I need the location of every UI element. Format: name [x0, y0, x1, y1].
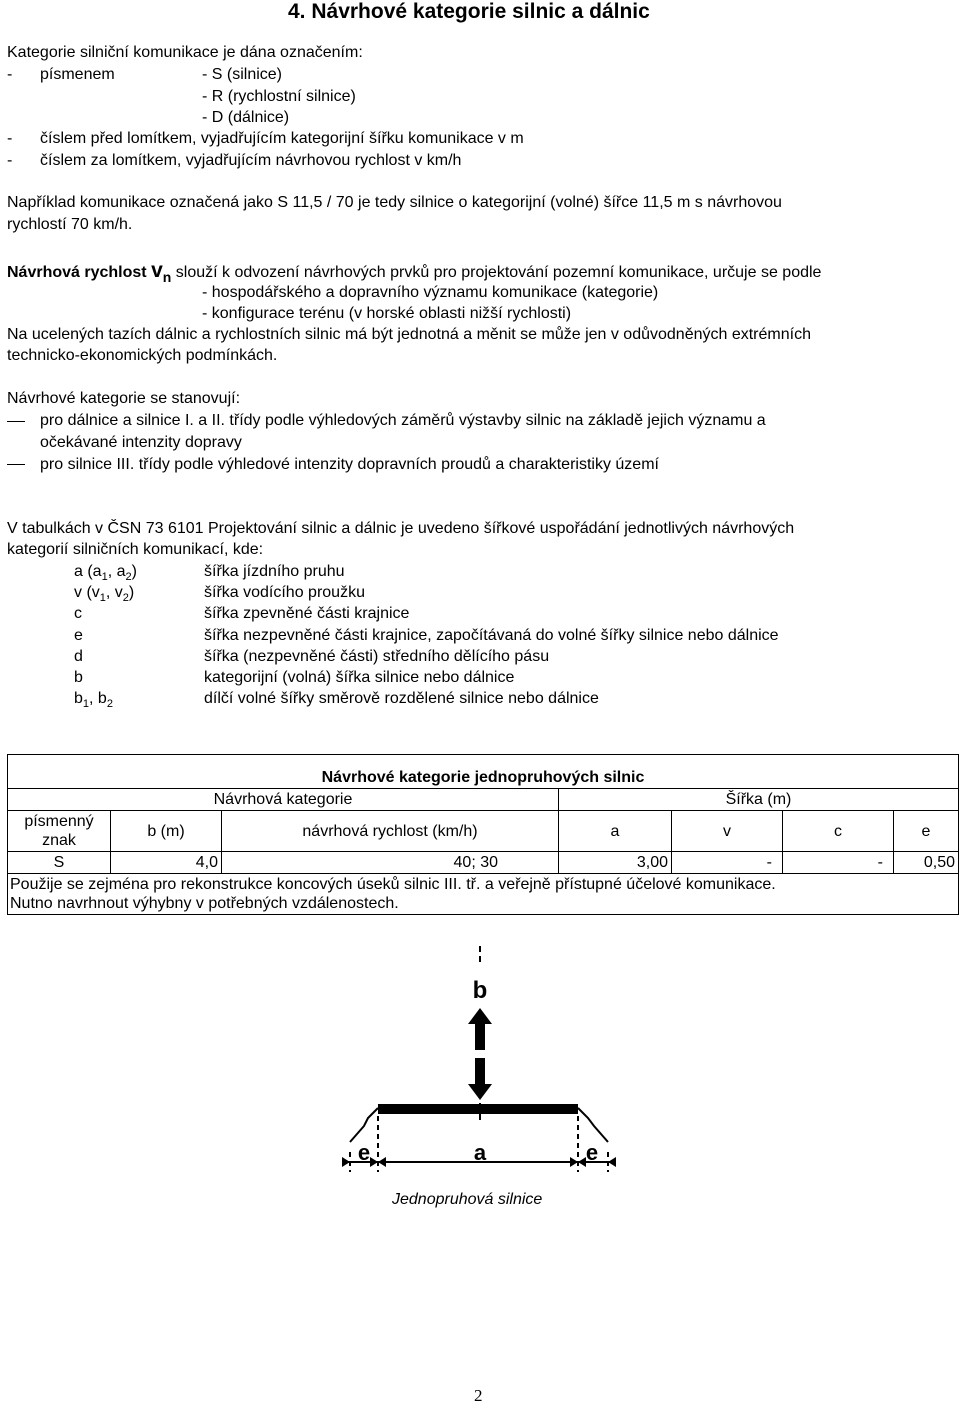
definition-text: šířka nezpevněné části krajnice, započítávaná do volné šířky silnice nebo dálnice — [204, 627, 779, 644]
bullet-dash — [7, 421, 25, 422]
arrow-up — [468, 1008, 492, 1050]
design-speed-line: technicko-ekonomických podmínkách. — [7, 347, 278, 364]
list-dash: - — [7, 152, 13, 169]
table-col-header: písmenný znak — [8, 811, 111, 852]
csn-line: kategorií silničních komunikací, kde: — [7, 541, 264, 558]
csn-line: V tabulkách v ČSN 73 6101 Projektování silnic a dálnic je uvedeno šířkové uspořádání jednotlivých návrhových — [7, 520, 795, 537]
definition-symbol: $b_1$, $b_2$ — [74, 690, 113, 711]
categories-bullet-cont: očekávané intenzity dopravy — [40, 434, 242, 451]
design-speed-paragraph — [7, 258, 821, 286]
design-speed-item: - konfigurace terénu (v horské oblasti nižší rychlosti) — [202, 305, 572, 322]
number-before-slash: číslem před lomítkem, vyjadřujícím kategorijní šířku komunikace v m — [40, 130, 524, 147]
table-cell: 0,50 — [894, 852, 959, 874]
definition-symbol: a ($a_1$, $a_2$) — [74, 563, 137, 584]
definition-symbol: e — [74, 627, 83, 644]
table-note: Použije se zejména pro rekonstrukce koncových úseků silnic III. tř. a veřejně přístupné účelové komunikace. Nutno navrhnout výhybny v potřebných vzdálenostech. — [8, 874, 959, 915]
design-speed-label: Návrhová rychlost — [7, 264, 147, 281]
dim-tick — [578, 1157, 586, 1167]
design-speed-symbol: $v_n$ — [151, 259, 172, 286]
label-e-left: e — [357, 1140, 371, 1165]
example-line: rychlostí 70 km/h. — [7, 216, 133, 233]
figure-caption: Jednopruhová silnice — [392, 1191, 543, 1208]
dim-tick — [342, 1157, 350, 1167]
categories-bullet: pro silnice III. třídy podle výhledové intenzity dopravních proudů a charakteristiky území — [40, 456, 659, 473]
road-cross-section-diagram — [330, 940, 630, 1180]
table-cell: - — [672, 852, 783, 874]
label-e-right: e — [585, 1140, 599, 1165]
dim-tick — [608, 1157, 616, 1167]
intro-line: Kategorie silniční komunikace je dána označením: — [7, 44, 363, 61]
page-title: 4. Návrhové kategorie silnic a dálnic — [288, 0, 650, 23]
definition-text: šířka jízdního pruhu — [204, 563, 345, 580]
arrow-down — [468, 1058, 492, 1100]
letter-s: - S (silnice) — [202, 66, 283, 83]
definition-symbol: b — [74, 669, 83, 686]
table-cell: 3,00 — [559, 852, 672, 874]
table-cell: 40; 30 — [222, 852, 559, 874]
design-speed-text: slouží k odvození návrhových prvků pro projektování pozemní komunikace, určuje se podle — [175, 264, 822, 281]
page-number: 2 — [474, 1386, 483, 1405]
table-title: Návrhové kategorie jednopruhových silnic — [8, 755, 959, 789]
table-group-header: Šířka (m) — [559, 789, 959, 811]
letter-d: - D (dálnice) — [202, 109, 290, 126]
slope-right — [578, 1108, 608, 1142]
list-dash: - — [7, 130, 13, 147]
design-speed-item: - hospodářského a dopravního významu komunikace (kategorie) — [202, 284, 659, 301]
definition-text: dílčí volné šířky směrově rozdělené silnice nebo dálnice — [204, 690, 599, 707]
number-after-slash: číslem za lomítkem, vyjadřujícím návrhovou rychlost v km/h — [40, 152, 462, 169]
table-col-header: b (m) — [111, 811, 222, 852]
table-cell: - — [783, 852, 894, 874]
letter-r: - R (rychlostní silnice) — [202, 88, 356, 105]
table-col-header: e — [894, 811, 959, 852]
definition-symbol: v ($v_1$, $v_2$) — [74, 584, 135, 605]
dim-tick — [370, 1157, 378, 1167]
slope-left — [350, 1108, 378, 1142]
definition-text: šířka vodícího proužku — [204, 584, 365, 601]
bullet-dash — [7, 464, 25, 465]
table-col-header: návrhová rychlost (km/h) — [222, 811, 559, 852]
definition-symbol: c — [74, 605, 82, 622]
design-speed-line: Na ucelených tazích dálnic a rychlostních silnic má být jednotná a měnit se může jen v odůvodněných extrémních — [7, 326, 811, 343]
road-surface — [378, 1104, 578, 1114]
dim-tick — [378, 1157, 386, 1167]
table-cell: S — [8, 852, 111, 874]
definition-text: šířka (nezpevněné části) středního dělícího pásu — [204, 648, 550, 665]
table-cell: 4,0 — [111, 852, 222, 874]
definition-text: kategorijní (volná) šířka silnice nebo dálnice — [204, 669, 515, 686]
categories-bullet: pro dálnice a silnice I. a II. třídy podle výhledových záměrů výstavby silnic na základě jejich významu a — [40, 412, 766, 429]
table-group-header: Návrhová kategorie — [8, 789, 559, 811]
categories-table — [7, 754, 959, 915]
definition-symbol: d — [74, 648, 83, 665]
label-a: a — [473, 1140, 487, 1165]
letter-label: písmenem — [40, 66, 115, 83]
dim-tick — [570, 1157, 578, 1167]
definition-text: šířka zpevněné části krajnice — [204, 605, 410, 622]
label-b: b — [472, 977, 488, 1004]
table-col-header: c — [783, 811, 894, 852]
table-col-header: a — [559, 811, 672, 852]
categories-intro: Návrhové kategorie se stanovují: — [7, 390, 241, 407]
example-line: Například komunikace označená jako S 11,5 / 70 je tedy silnice o kategorijní (volné) šířce 11,5 m s návrhovou — [7, 194, 782, 211]
table-col-header: v — [672, 811, 783, 852]
list-dash: - — [7, 66, 13, 83]
table-row — [8, 852, 959, 874]
